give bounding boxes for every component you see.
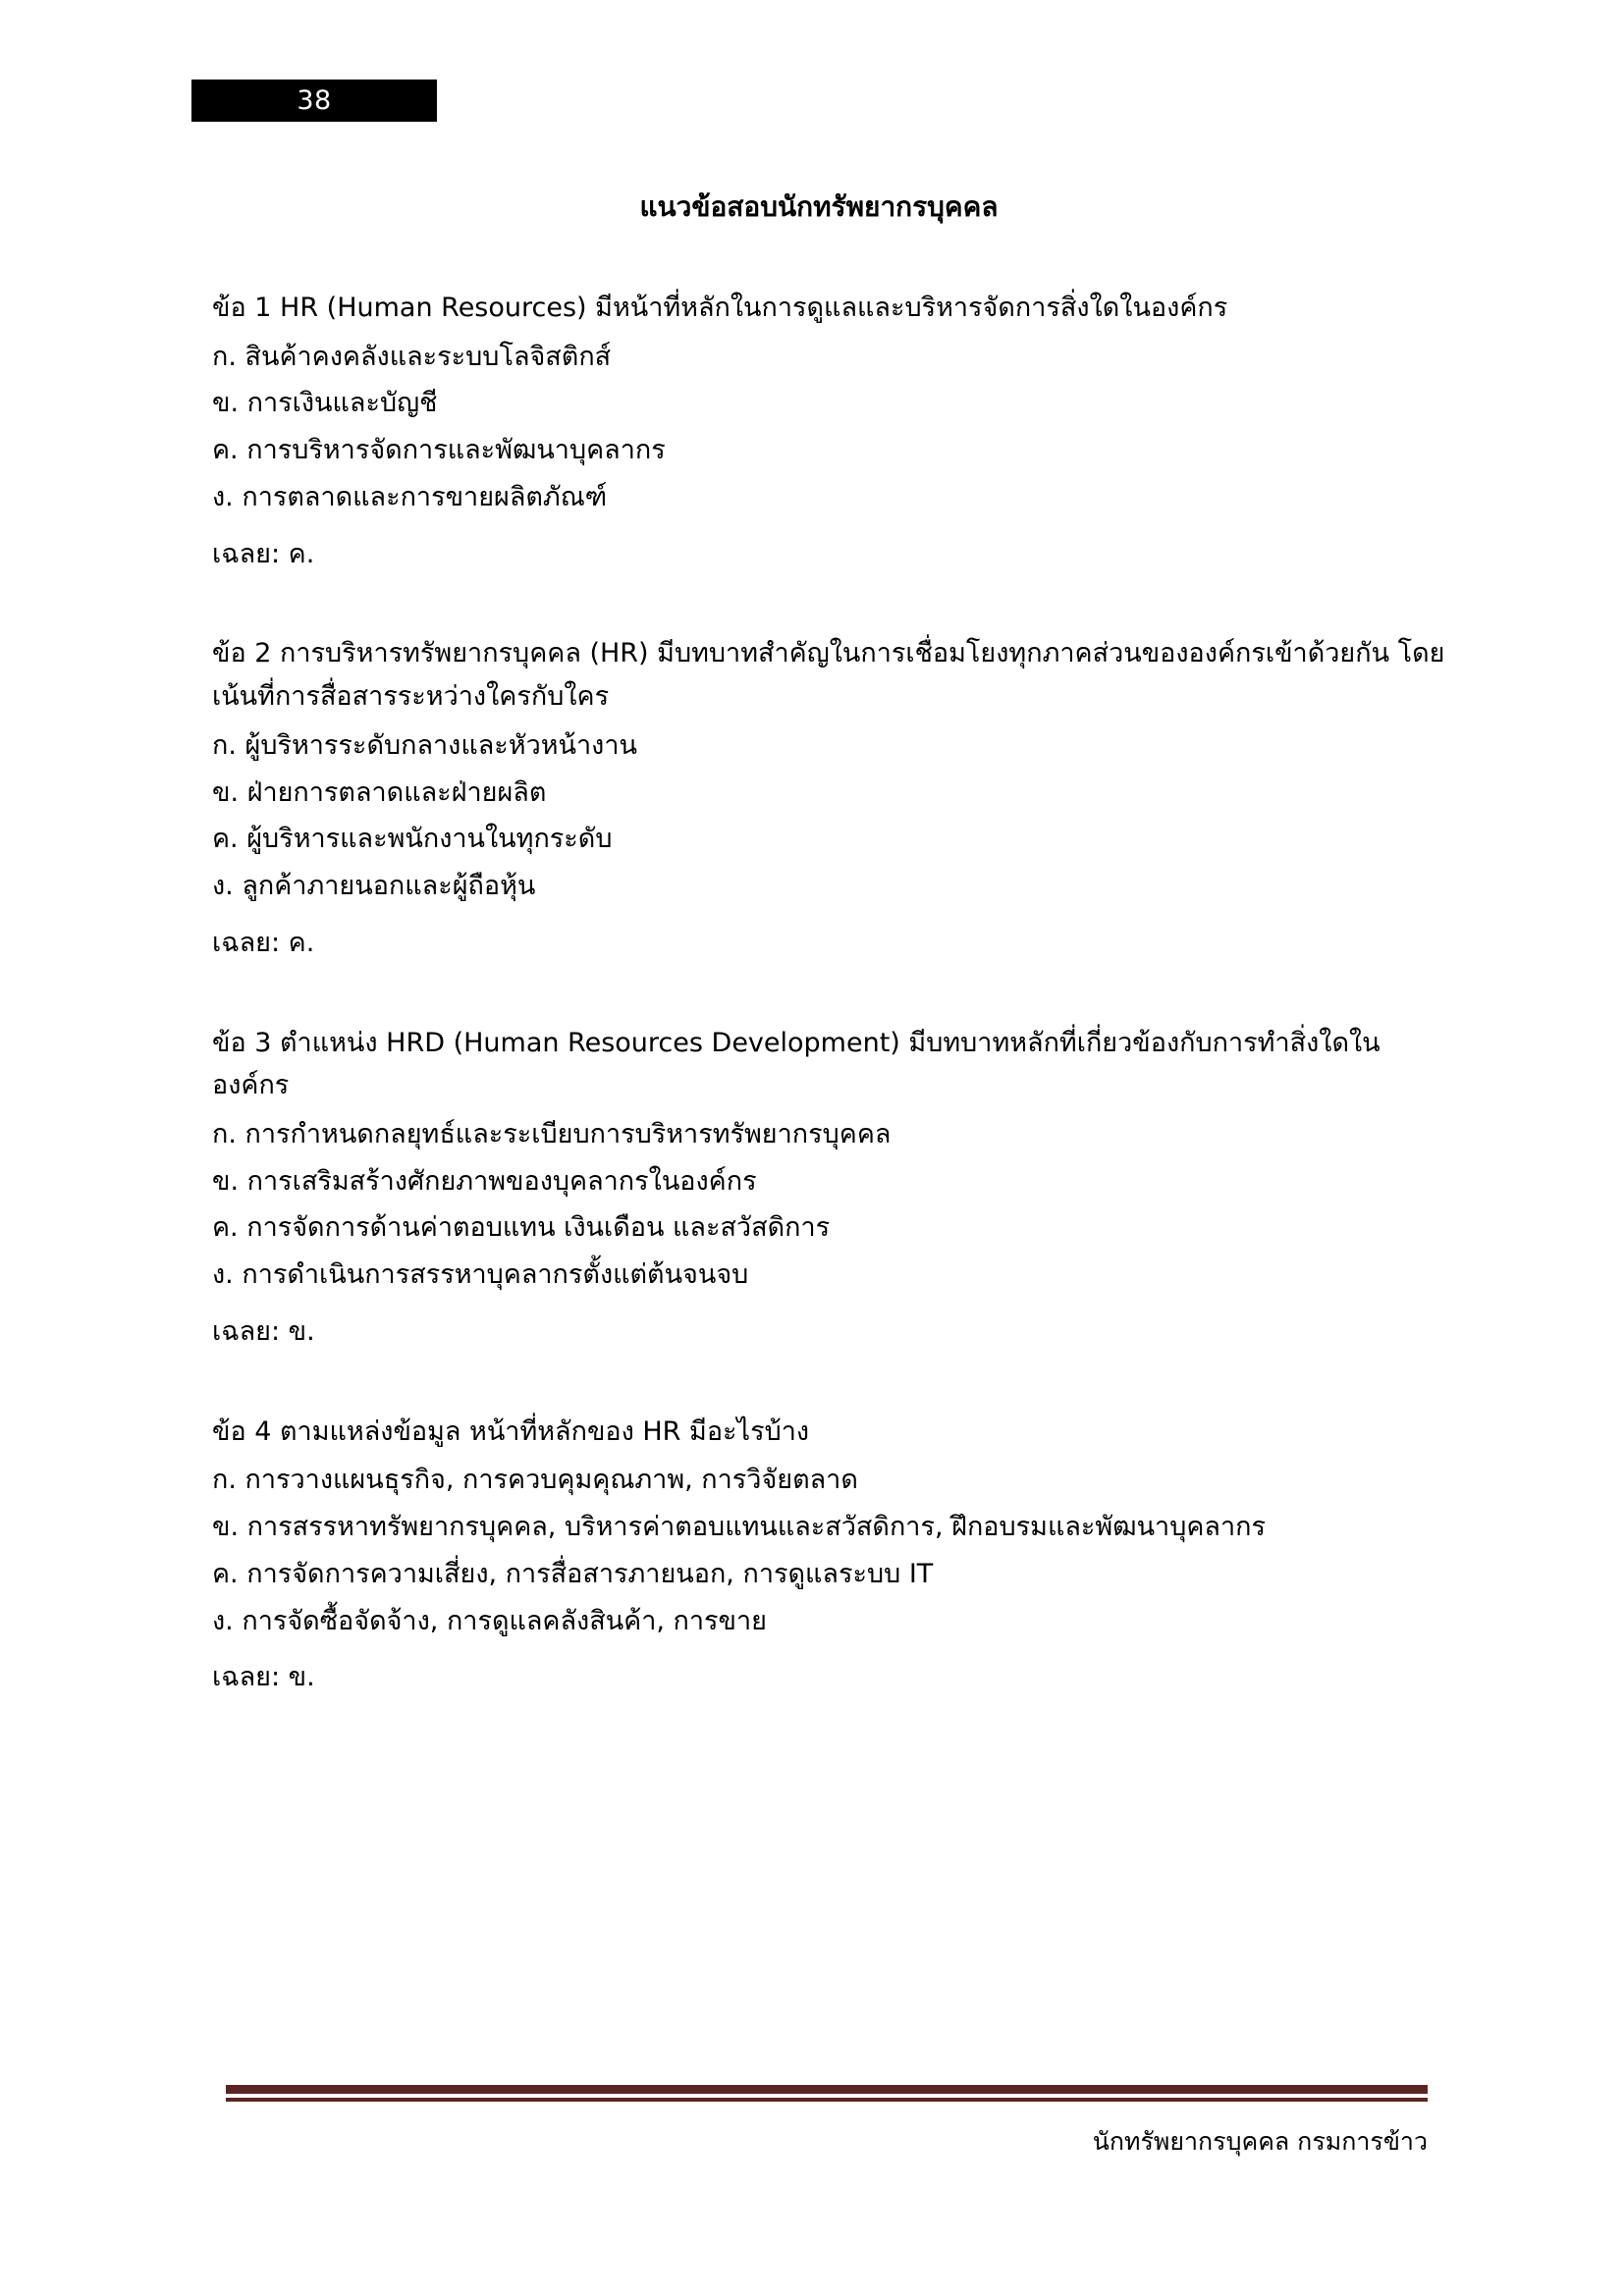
question-choice: ง. ลูกค้าภายนอกและผู้ถือหุ้น: [212, 871, 536, 902]
question-stem: ข้อ 4 ตามแหล่งข้อมูล หน้าที่หลักของ HR มีอะไรบ้าง: [212, 1415, 810, 1447]
question-stem: ข้อ 3 ตำแหน่ง HRD (Human Resources Development) มีบทบาทหลักที่เกี่ยวข้องกับการทำสิ่งใดในองค์กร: [212, 1027, 1380, 1101]
footer-text: นักทรัพยากรบุคคล กรมการข้าว: [1092, 2127, 1428, 2156]
question-choice: ก. สินค้าคงคลังและระบบโลจิสติกส์: [212, 341, 612, 372]
question-choice: ค. การจัดการความเสี่ยง, การสื่อสารภายนอก, การดูแลระบบ IT: [212, 1558, 934, 1589]
question-choice: ก. การวางแผนธุรกิจ, การควบคุมคุณภาพ, การวิจัยตลาด: [212, 1465, 858, 1496]
question-block: [212, 1411, 1445, 1699]
question-choice: ข. ฝ่ายการตลาดและฝ่ายผลิต: [212, 776, 547, 808]
question-choice: ข. การเงินและบัญชี: [212, 388, 438, 419]
question-answer: เฉลย: ค.: [212, 538, 315, 569]
question-choice: ข. การสรรหาทรัพยากรบุคคล, บริหารค่าตอบแทนและสวัสดิการ, ฝึกอบรมและพัฒนาบุคลากร: [212, 1512, 1266, 1543]
question-choice: ค. การบริหารจัดการและพัฒนาบุคลากร: [212, 435, 666, 466]
question-block: [212, 287, 1445, 575]
question-choice: ก. ผู้บริหารระดับกลางและหัวหน้างาน: [212, 729, 637, 761]
footer-rule-thick: [226, 2085, 1428, 2094]
question-block: [212, 1022, 1445, 1354]
footer-rule-thin: [226, 2098, 1428, 2102]
question-block: [212, 632, 1445, 964]
question-answer: เฉลย: ข.: [212, 1662, 315, 1693]
question-answer: เฉลย: ค.: [212, 927, 315, 958]
question-choice: ค. ผู้บริหารและพนักงานในทุกระดับ: [212, 824, 613, 855]
page-number-badge: [191, 80, 437, 122]
question-choice: ข. การเสริมสร้างศักยภาพของบุคลากรในองค์กร: [212, 1165, 757, 1197]
page-number-text: 38: [297, 85, 332, 116]
page-title: แนวข้อสอบนักทรัพยากรบุคคล: [639, 190, 999, 223]
document-body: [212, 187, 1445, 1699]
question-choice: ก. การกำหนดกลยุทธ์และระเบียบการบริหารทรัพยากรบุคคล: [212, 1119, 892, 1150]
page-footer: [226, 2085, 1428, 2161]
question-stem: ข้อ 2 การบริหารทรัพยากรบุคคล (HR) มีบทบาทสำคัญในการเชื่อมโยงทุกภาคส่วนขององค์กรเข้าด้วยกัน โดยเน้นที่การสื่อสารระหว่างใครกับใคร: [212, 638, 1445, 713]
question-choice: ง. การดำเนินการสรรหาบุคลากรตั้งแต่ต้นจนจบ: [212, 1259, 749, 1291]
question-answer: เฉลย: ข.: [212, 1315, 315, 1347]
question-choice: ง. การตลาดและการขายผลิตภัณฑ์: [212, 481, 608, 512]
question-choice: ค. การจัดการด้านค่าตอบแทน เงินเดือน และสวัสดิการ: [212, 1212, 831, 1244]
question-choice: ง. การจัดซื้อจัดจ้าง, การดูแลคลังสินค้า, การขาย: [212, 1605, 767, 1636]
question-stem: ข้อ 1 HR (Human Resources) มีหน้าที่หลักในการดูแลและบริหารจัดการสิ่งใดในองค์กร: [212, 293, 1228, 323]
